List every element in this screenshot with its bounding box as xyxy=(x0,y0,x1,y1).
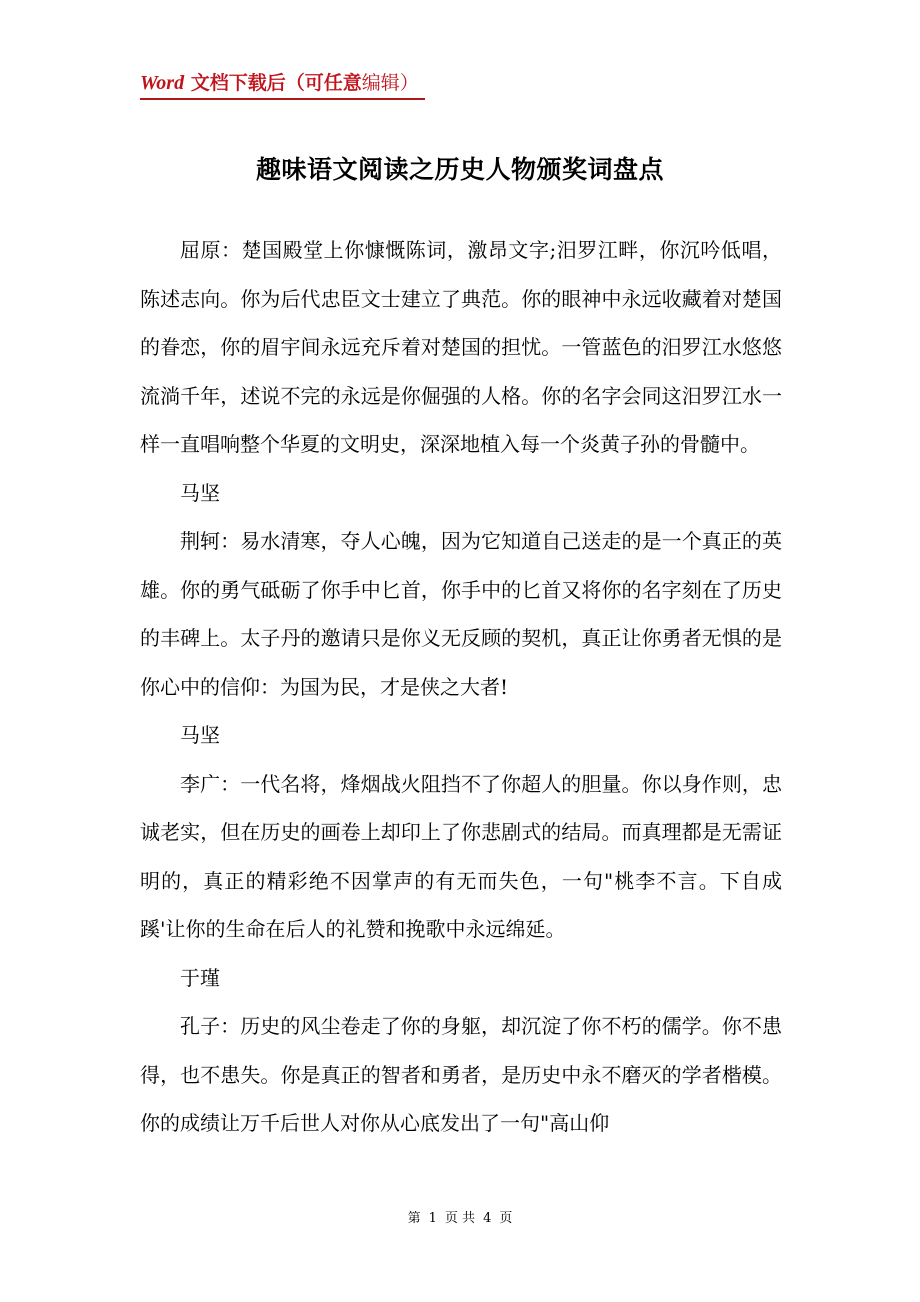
paragraph-kongzi: 孔子：历史的风尘卷走了你的身躯，却沉淀了你不朽的儒学。你不患得，也不患失。你是真正的智者和勇者，是历史中永不磨灭的学者楷模。你的成绩让万千后世人对你从心底发出了一句"高山仰 xyxy=(140,1014,782,1135)
header-main-label: 文档下载后 xyxy=(184,72,286,94)
document-header-banner xyxy=(140,68,425,100)
header-word-label: Word xyxy=(140,72,185,94)
footer-prefix: 第 xyxy=(407,1211,421,1226)
footer-suffix: 页 xyxy=(499,1211,513,1226)
document-body xyxy=(140,226,782,1148)
paragraph-quyuan: 屈原：楚国殿堂上你慷慨陈词，激昂文字;汨罗江畔，你沉吟低唱，陈述志向。你为后代忠臣文士建立了典范。你的眼神中永远收藏着对楚国的眷恋，你的眉宇间永远充斥着对楚国的担忧。一管蓝色的汨罗江水悠悠流淌千年，述说不完的永远是你倔强的人格。你的名字会同这汨罗江水一样一直唱响整个华夏的文明史，深深地植入每一个炎黄子孙的骨髓中。 xyxy=(140,238,782,456)
page-title: 趣味语文阅读之历史人物颁奖词盘点 xyxy=(255,155,664,184)
footer-middle: 页 共 xyxy=(444,1211,476,1226)
paragraph-author-3: 于瑾 xyxy=(180,965,220,990)
paragraph-liguang: 李广：一代名将，烽烟战火阻挡不了你超人的胆量。你以身作则，忠诚老实，但在历史的画卷上却印上了你悲剧式的结局。而真理都是无需证明的，真正的精彩绝不因掌声的有无而失色，一句"桃李不言。下自成蹊'让你的生命在后人的礼赞和挽歌中永远绵延。 xyxy=(140,771,782,941)
paragraph-jingke: 荆轲：易水清寒，夺人心魄，因为它知道自己送走的是一个真正的英雄。你的勇气砥砺了你手中匕首，你手中的匕首又将你的名字刻在了历史的丰碑上。太子丹的邀请只是你义无反顾的契机，真正让你勇者无惧的是你心中的信仰：为国为民，才是侠之大者! xyxy=(140,529,782,699)
header-paren-label: （可任意 xyxy=(285,72,362,94)
paragraph-author-2: 马坚 xyxy=(180,723,220,747)
footer-total-pages: 4 xyxy=(483,1211,492,1226)
paragraph-author-1: 马坚 xyxy=(180,480,220,505)
header-tail-label: 编辑） xyxy=(361,72,419,94)
page-footer xyxy=(0,1207,920,1226)
footer-page-number: 1 xyxy=(428,1211,437,1226)
